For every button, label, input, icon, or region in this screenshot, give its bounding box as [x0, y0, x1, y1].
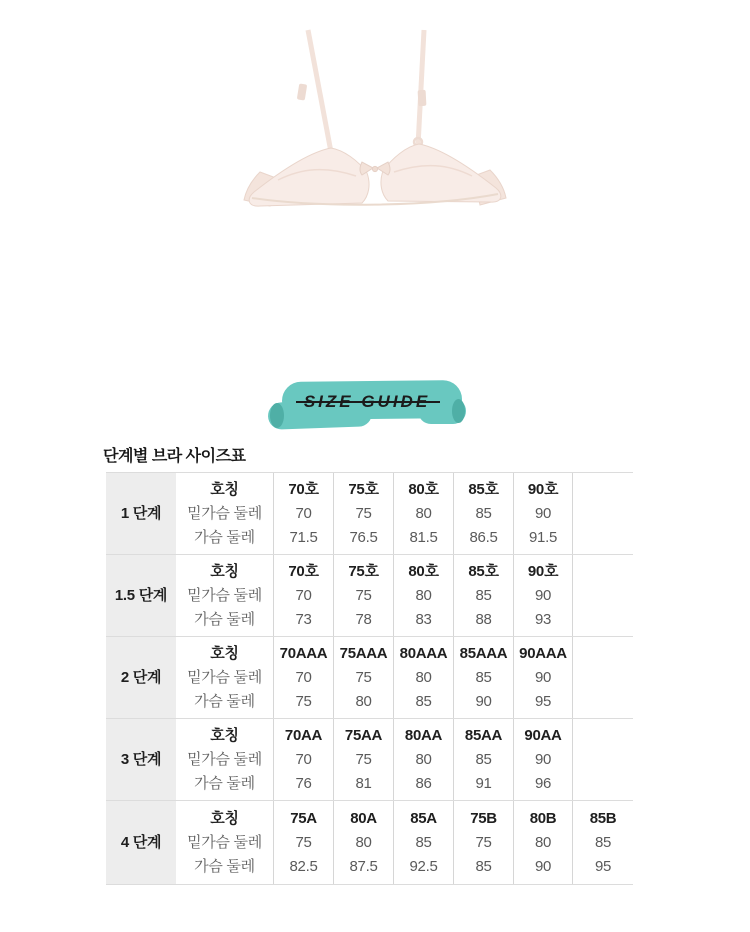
row-header-cell — [176, 801, 274, 884]
bust-value: 76.5 — [349, 528, 378, 546]
bust-value: 81.5 — [409, 528, 438, 546]
size-name: 70AAA — [279, 644, 328, 662]
label-underbust: 밑가슴 둘레 — [187, 750, 262, 768]
bust-value: 91.5 — [529, 528, 557, 546]
size-table — [106, 472, 633, 885]
size-name: 80호 — [408, 562, 439, 580]
bust-value: 80 — [355, 692, 372, 710]
size-name: 85AAA — [459, 644, 508, 662]
size-cell — [274, 555, 334, 636]
table-row-stage-3 — [106, 636, 633, 718]
underbust-value: 90 — [534, 750, 552, 768]
size-cell — [454, 801, 514, 884]
bust-value: 96 — [534, 774, 552, 792]
size-cell — [514, 719, 573, 800]
size-name: 75호 — [348, 562, 379, 580]
label-underbust: 밑가슴 둘레 — [187, 833, 262, 851]
label-underbust: 밑가슴 둘레 — [187, 586, 262, 604]
bust-value: 82.5 — [289, 857, 318, 875]
bust-value: 75 — [295, 692, 312, 710]
size-cell — [514, 801, 573, 884]
underbust-value: 70 — [295, 504, 312, 522]
underbust-value: 90 — [534, 586, 552, 604]
size-cell — [274, 473, 334, 554]
size-name: 75AA — [344, 726, 383, 744]
label-bust: 가슴 둘레 — [194, 692, 255, 710]
bust-value: 85 — [415, 692, 432, 710]
bust-value: 81 — [355, 774, 372, 792]
size-name: 75호 — [348, 480, 379, 498]
size-cell — [573, 801, 633, 884]
size-name: 70호 — [288, 480, 319, 498]
table-row-stage-1 — [106, 472, 633, 554]
size-name: 80A — [350, 809, 377, 827]
stage-cell: 3 단계 — [106, 719, 176, 800]
underbust-value: 70 — [295, 668, 312, 686]
bust-value: 88 — [475, 610, 492, 628]
size-cell — [573, 555, 633, 636]
underbust-value: 70 — [295, 750, 312, 768]
row-header-cell — [176, 637, 274, 718]
underbust-value: 85 — [475, 750, 492, 768]
size-table-title: 단계별 브라 사이즈표 — [103, 448, 246, 465]
underbust-value: 80 — [415, 750, 432, 768]
size-name: 70AA — [284, 726, 323, 744]
size-cell — [394, 555, 454, 636]
underbust-value: 85 — [475, 586, 492, 604]
label-size-name: 호칭 — [210, 809, 239, 827]
underbust-value: 85 — [475, 668, 492, 686]
size-cell — [274, 637, 334, 718]
underbust-value: 75 — [295, 833, 312, 851]
underbust-value: 80 — [355, 833, 372, 851]
underbust-value: 90 — [534, 668, 552, 686]
bust-value: 73 — [295, 610, 312, 628]
row-header-cell — [176, 719, 274, 800]
bust-value: 76 — [295, 774, 312, 792]
underbust-value: 70 — [295, 586, 312, 604]
size-cell — [514, 637, 573, 718]
table-row-stage-2 — [106, 554, 633, 636]
bust-value: 85 — [475, 857, 492, 875]
underbust-value: 80 — [415, 668, 432, 686]
size-name: 90AA — [524, 726, 562, 744]
stage-cell: 2 단계 — [106, 637, 176, 718]
underbust-value: 90 — [534, 504, 552, 522]
bust-value: 95 — [594, 857, 612, 875]
label-underbust: 밑가슴 둘레 — [187, 668, 262, 686]
label-size-name: 호칭 — [210, 726, 239, 744]
size-name: 70호 — [288, 562, 319, 580]
bust-value: 83 — [415, 610, 432, 628]
size-cell — [454, 637, 514, 718]
size-name: 90호 — [527, 562, 559, 580]
underbust-value: 80 — [534, 833, 552, 851]
size-name: 85A — [410, 809, 437, 827]
underbust-value: 85 — [475, 504, 492, 522]
underbust-value: 80 — [415, 586, 432, 604]
size-cell — [334, 801, 394, 884]
underbust-value: 75 — [355, 668, 372, 686]
row-header-cell — [176, 473, 274, 554]
size-name: 75A — [290, 809, 317, 827]
label-bust: 가슴 둘레 — [194, 610, 255, 628]
size-name: 80B — [529, 809, 557, 827]
size-cell — [274, 719, 334, 800]
label-size-name: 호칭 — [210, 480, 239, 498]
size-name: 80AA — [404, 726, 443, 744]
size-cell — [514, 555, 573, 636]
size-cell — [334, 555, 394, 636]
size-cell — [394, 801, 454, 884]
size-guide-banner — [268, 379, 466, 431]
size-name: 85B — [589, 809, 617, 827]
label-size-name: 호칭 — [210, 562, 239, 580]
bra-illustration — [230, 22, 520, 217]
size-cell — [274, 801, 334, 884]
bust-value: 86 — [415, 774, 432, 792]
stage-cell: 1.5 단계 — [106, 555, 176, 636]
size-cell — [334, 473, 394, 554]
size-name: 85호 — [468, 480, 499, 498]
size-guide-label: SIZE GUIDE — [303, 392, 431, 411]
stage-cell: 4 단계 — [106, 801, 176, 884]
bust-value: 86.5 — [469, 528, 498, 546]
size-name: 75B — [470, 809, 497, 827]
size-name: 75AAA — [339, 644, 388, 662]
bust-value: 87.5 — [349, 857, 378, 875]
bust-value: 93 — [534, 610, 552, 628]
stage-cell: 1 단계 — [106, 473, 176, 554]
size-cell — [454, 555, 514, 636]
size-cell — [573, 719, 633, 800]
size-cell — [394, 473, 454, 554]
bust-value: 71.5 — [289, 528, 318, 546]
label-underbust: 밑가슴 둘레 — [187, 504, 262, 522]
size-cell — [573, 637, 633, 718]
underbust-value: 75 — [475, 833, 492, 851]
label-bust: 가슴 둘레 — [194, 774, 255, 792]
bust-value: 95 — [534, 692, 552, 710]
underbust-value: 80 — [415, 504, 432, 522]
underbust-value: 85 — [415, 833, 432, 851]
size-cell — [334, 637, 394, 718]
size-cell — [454, 473, 514, 554]
underbust-value: 75 — [355, 750, 372, 768]
label-bust: 가슴 둘레 — [194, 857, 255, 875]
size-name: 85호 — [468, 562, 499, 580]
product-photo — [230, 22, 520, 217]
size-cell — [514, 473, 573, 554]
size-cell — [573, 473, 633, 554]
table-row-stage-5 — [106, 800, 633, 885]
size-cell — [454, 719, 514, 800]
label-bust: 가슴 둘레 — [194, 528, 255, 546]
bust-value: 90 — [534, 857, 552, 875]
size-cell — [334, 719, 394, 800]
underbust-value: 75 — [355, 586, 372, 604]
size-name: 80AAA — [399, 644, 448, 662]
table-row-stage-4 — [106, 718, 633, 800]
size-name: 90호 — [527, 480, 559, 498]
underbust-value: 85 — [594, 833, 612, 851]
bust-value: 92.5 — [409, 857, 438, 875]
bust-value: 90 — [475, 692, 492, 710]
bust-value: 78 — [355, 610, 372, 628]
underbust-value: 75 — [355, 504, 372, 522]
size-cell — [394, 719, 454, 800]
size-cell — [394, 637, 454, 718]
size-name: 90AAA — [519, 644, 567, 662]
size-name: 80호 — [408, 480, 439, 498]
row-header-cell — [176, 555, 274, 636]
size-name: 85AA — [464, 726, 503, 744]
label-size-name: 호칭 — [210, 644, 239, 662]
bust-value: 91 — [475, 774, 492, 792]
